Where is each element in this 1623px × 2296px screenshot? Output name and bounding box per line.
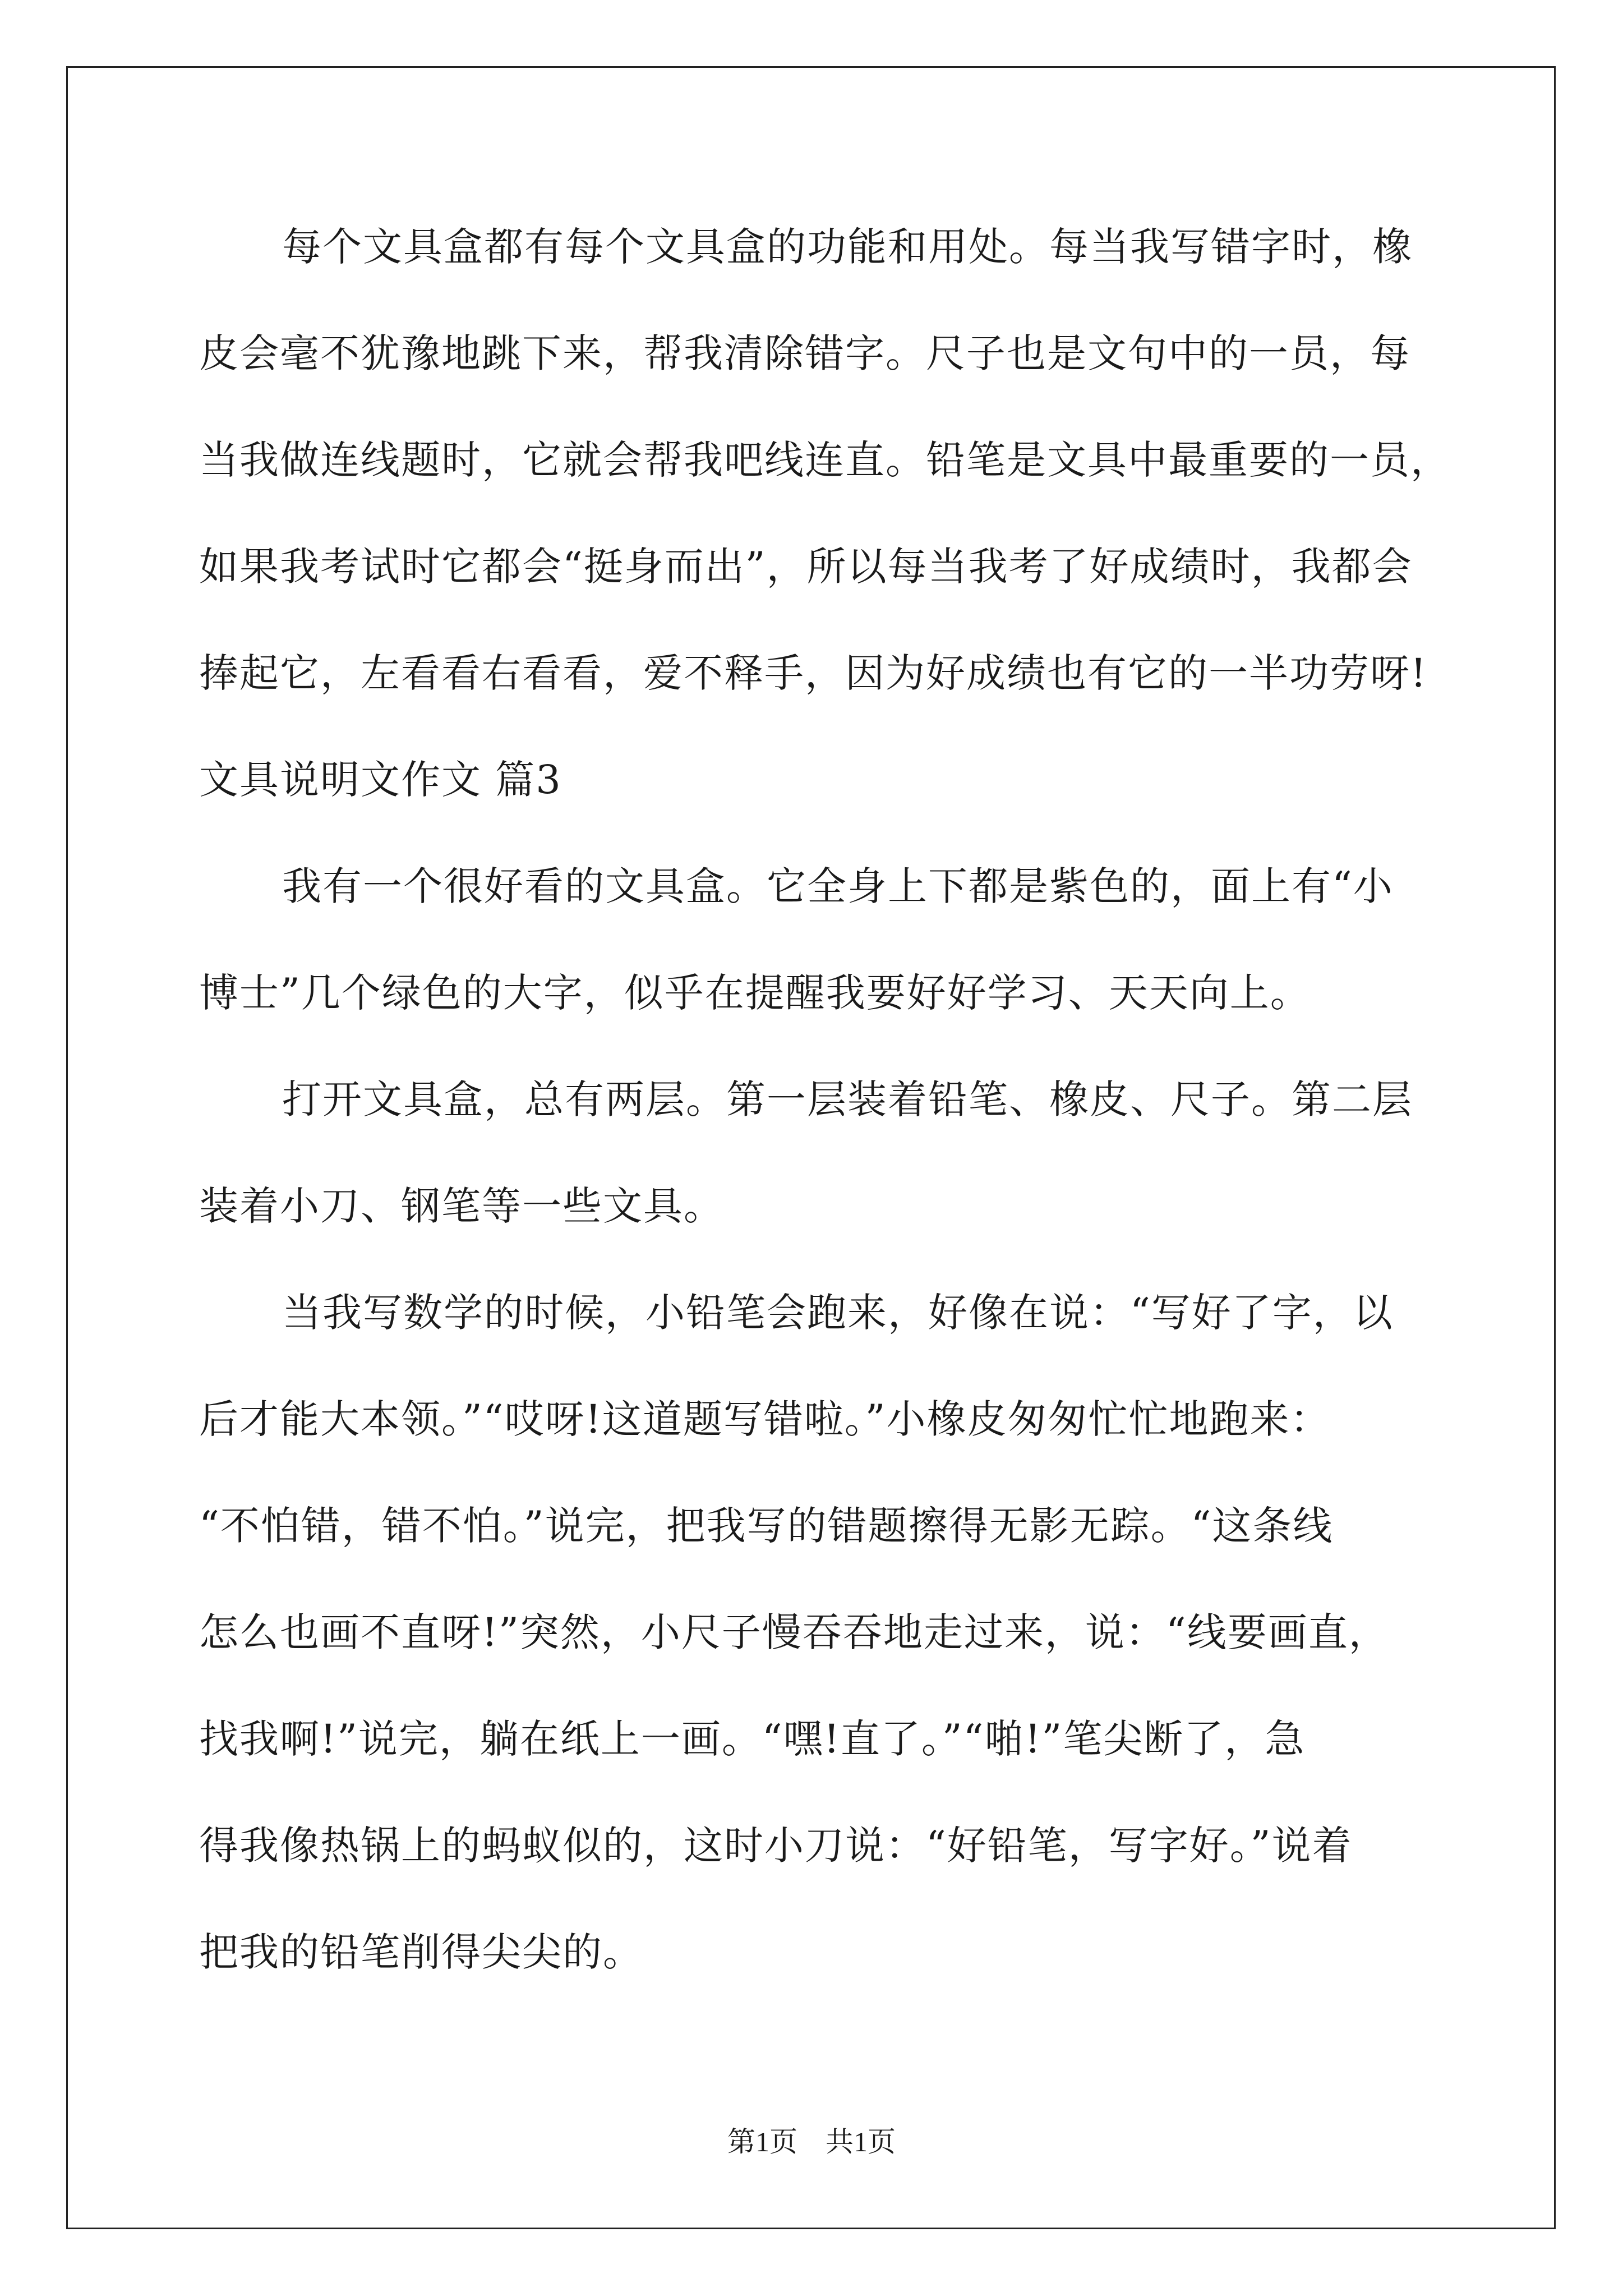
page-footer: 第1页 共1页 <box>727 2126 896 2157</box>
page-border <box>66 66 1556 2229</box>
paragraph-1-line-1: 每个文具盒都有每个文具盒的功能和用处。每当我写错字时，橡 <box>282 224 1413 270</box>
paragraph-4-line-4: 怎么也画不直呀!”突然，小尺子慢吞吞地走过来，说：“线要画直， <box>199 1609 1389 1655</box>
paragraph-2-line-1: 我有一个很好看的文具盒。它全身上下都是紫色的，面上有“小 <box>282 863 1394 909</box>
paragraph-2-line-2: 博士”几个绿色的大字，似乎在提醒我要好好学习、天天向上。 <box>199 970 1311 1016</box>
paragraph-1-line-3: 当我做连线题时，它就会帮我吧线连直。铅笔是文具中最重要的一员， <box>199 437 1451 483</box>
paragraph-4-line-5: 找我啊!”说完，躺在纸上一画。“嘿!直了。”“啪!”笔尖断了，急 <box>199 1716 1306 1762</box>
paragraph-1-line-4: 如果我考试时它都会“挺身而出”，所以每当我考了好成绩时，我都会 <box>199 544 1413 590</box>
paragraph-1-line-2: 皮会毫不犹豫地跳下来，帮我清除错字。尺子也是文句中的一员，每 <box>199 330 1410 376</box>
paragraph-4-line-7: 把我的铅笔削得尖尖的。 <box>199 1929 643 1975</box>
paragraph-3-line-2: 装着小刀、钢笔等一些文具。 <box>199 1183 724 1229</box>
paragraph-4-line-3: “不怕错，错不怕。”说完，把我写的错题擦得无影无踪。“这条线 <box>199 1503 1334 1549</box>
paragraph-4-line-6: 得我像热锅上的蚂蚁似的，这时小刀说：“好铅笔，写字好。”说着 <box>199 1823 1353 1869</box>
paragraph-4-line-2: 后才能大本领。”“哎呀!这道题写错啦。”小橡皮匆匆忙忙地跑来： <box>199 1396 1331 1442</box>
paragraph-3-line-1: 打开文具盒，总有两层。第一层装着铅笔、橡皮、尺子。第二层 <box>282 1076 1413 1122</box>
paragraph-4-line-1: 当我写数学的时候，小铅笔会跑来，好像在说：“写好了字，以 <box>282 1290 1394 1336</box>
paragraph-1-line-5: 捧起它，左看看右看看，爱不释手，因为好成绩也有它的一半功劳呀! <box>199 650 1428 696</box>
section-heading: 文具说明文作文 篇3 <box>199 757 562 803</box>
